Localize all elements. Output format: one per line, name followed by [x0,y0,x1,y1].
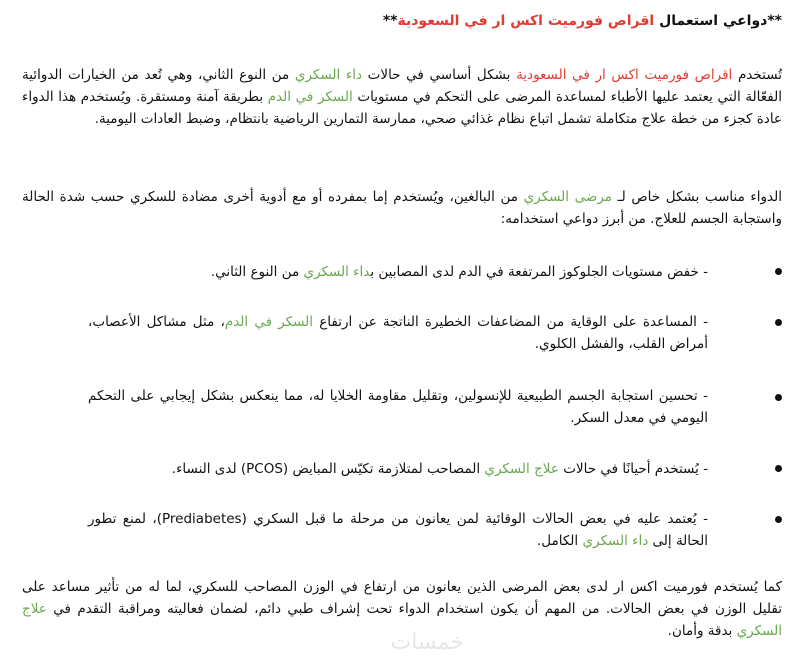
list-item-text-end: المصاحب لمتلازمة تكيّس المبايض (PCOS) لدى النساء. [171,461,485,477]
list-item-text-end: الكامل. [536,533,583,549]
list-item-text: - خفض مستويات الجلوكوز المرتفعة في الدم لدى المصابين ب [370,264,708,280]
section-title [22,10,782,32]
intro-link-product: اقراص فورميت اكس ار في السعودية [516,67,733,83]
list-item [88,458,708,480]
intro-text-2: بشكل أساسي في حالات [362,67,517,83]
list-item [88,311,708,355]
closing-link-treatment: علاج السكري [22,601,782,639]
list-item-link: علاج السكري [484,461,559,477]
intro-text-3: من النوع الثاني، وهي تُعد من الخيارات الدوائية الفعّالة التي يعتمد عليها الأطباء لمساعدة المرضى على التحكم في مستويات [22,67,782,105]
list-item-text-end: من النوع الثاني. [210,264,304,280]
list-item-text: - يُعتمد عليه في بعض الحالات الوقائية لمن يعانون من مرحلة ما قبل السكري (Prediabetes)، لمنع تطور الحالة إلى [88,511,708,549]
closing-text-1: كما يُستخدم فورميت اكس ار لدى بعض المرضى الذين يعانون من ارتفاع في الوزن المصاحب للسكري، لما له من تأثير مساعد على تقليل الوزن في بعض الحالات. من المهم أن يكون استخدام الدواء تحت إشراف طبي دائم، لضمان فعاليته ومراقبة التقدم في [22,579,782,617]
list-item-text: - يُستخدم أحيانًا في حالات [558,461,708,477]
list-item [88,385,708,429]
usage-text-2: من البالغين، ويُستخدم إما بمفرده أو مع أدوية أخرى مضادة للسكري حسب شدة الحالة واستجابة الجسم للعلاج. من أبرز دواعي استخدامه: [22,189,782,227]
intro-text-1: تُستخدم [732,67,782,83]
list-item-link: داء السكري [582,533,649,549]
usage-link-diabetics: مرضى السكري [523,189,613,205]
list-item-link: داء السكري [303,264,371,280]
closing-text-2: بدقة وأمان. [667,623,737,639]
list-item-text: - تحسين استجابة الجسم الطبيعية للإنسولين، وتقليل مقاومة الخلايا له، مما ينعكس بشكل إيجابي على التحكم اليومي في معدل السكر. [88,388,708,426]
intro-text-4: بطريقة آمنة ومستقرة. ويُستخدم هذا الدواء عادة كجزء من خطة علاج متكاملة تشمل اتباع نظام غذائي صحي، ممارسة التمارين الرياضية بانتظام، وضبط العادات اليومية. [22,89,782,127]
title-highlight: اقراص فورميت اكس ار في السعودية [397,13,655,29]
list-item-link: السكر في الدم [224,314,314,330]
usage-paragraph [22,186,782,230]
list-item-text-end: ، مثل مشاكل الأعصاب، أمراض القلب، والفشل الكلوي. [88,314,708,352]
watermark-logo: خمسات [390,630,464,655]
title-suffix: ** [382,13,398,29]
list-item-text: - المساعدة على الوقاية من المضاعفات الخطيرة الناتجة عن ارتفاع [313,314,708,330]
title-prefix: **دواعي استعمال [654,13,782,29]
usage-text-1: الدواء مناسب بشكل خاص لـ [612,189,782,205]
list-item [88,508,708,552]
list-item [88,261,708,283]
intro-link-blood-sugar: السكر في الدم [267,89,353,105]
intro-link-diabetes: داء السكري [294,67,363,83]
intro-paragraph [22,64,782,130]
